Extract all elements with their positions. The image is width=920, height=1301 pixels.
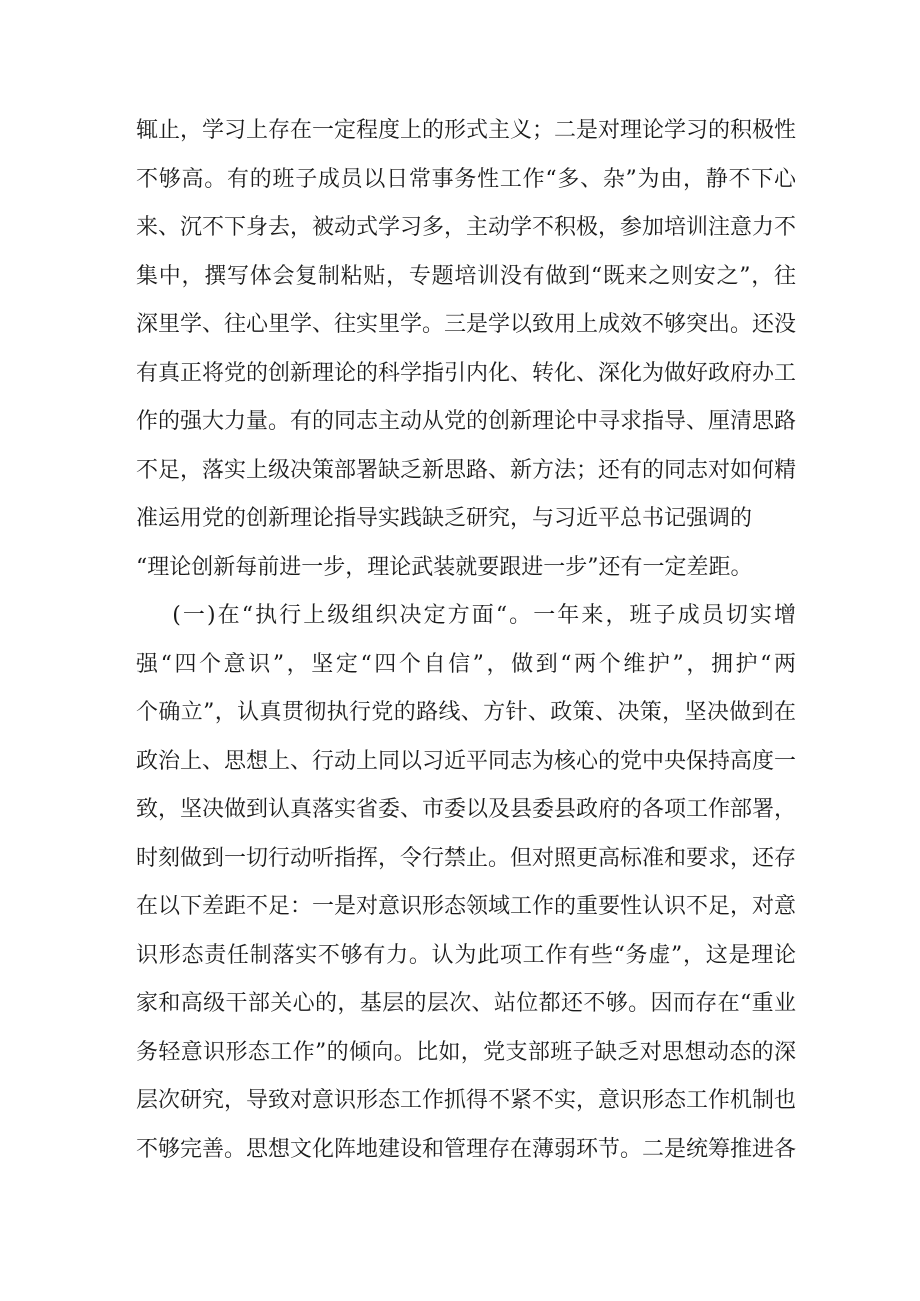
text-line: 识形态责任制落实不够有力。认为此项工作有些“务虚”，这是理论 — [136, 942, 796, 968]
text-line: 准运用党的创新理论指导实践缺乏研究，与习近平总书记强调的 — [136, 506, 753, 531]
text-line: 不够高。有的班子成员以日常事务性工作“多、杂”为由，静不下心 — [136, 166, 796, 192]
text-line: 强“四个意识”，坚定“四个自信”，做到“两个维护”，拥护“两 — [136, 651, 796, 677]
text-line: 集中，撰写体会复制粘贴，专题培训没有做到“既来之则安之”，往 — [136, 263, 796, 289]
text-line: 深里学、往心里学、往实里学。三是学以致用上成效不够突出。还没 — [136, 312, 797, 337]
text-line: 不足，落实上级决策部署缺乏新思路、新方法；还有的同志对如何精 — [136, 457, 797, 483]
text-line: 个确立”，认真贯彻执行党的路线、方针、政策、决策，坚决做到在 — [136, 700, 796, 725]
text-line: “理论创新每前进一步，理论武装就要跟进一步”还有一定差距。 — [136, 554, 753, 580]
text-line: 政治上、思想上、行动上同以习近平同志为核心的党中央保持高度一 — [136, 748, 797, 774]
text-line: 来、沉不下身去，被动式学习多，主动学不积极，参加培训注意力不 — [136, 215, 797, 240]
text-line: 致，坚决做到认真落实省委、市委以及县委县政府的各项工作部署， — [136, 797, 797, 822]
text-line: 不够完善。思想文化阵地建设和管理存在薄弱环节。二是统筹推进各 — [136, 1136, 797, 1162]
text-line: 时刻做到一切行动听指挥，令行禁止。但对照更高标准和要求，还存 — [136, 845, 797, 871]
text-line: 家和高级干部关心的，基层的层次、站位都还不够。因而存在“重业 — [136, 991, 796, 1016]
text-line: 有真正将党的创新理论的科学指引内化、转化、深化为做好政府办工 — [136, 360, 797, 386]
text-line: 务轻意识形态工作”的倾向。比如，党支部班子缺乏对思想动态的深 — [136, 1039, 796, 1065]
body-text — [136, 107, 796, 1174]
text-line: (一)在“执行上级组织决定方面“。一年来，班子成员切实增 — [136, 603, 796, 628]
text-line: 作的强大力量。有的同志主动从党的创新理论中寻求指导、厘清思路 — [136, 409, 797, 434]
text-line: 辄止，学习上存在一定程度上的形式主义；二是对理论学习的积极性 — [136, 118, 797, 143]
text-line: 在以下差距不足：一是对意识形态领域工作的重要性认识不足，对意 — [136, 894, 797, 919]
text-line: 层次研究，导致对意识形态工作抓得不紧不实，意识形态工作机制也 — [136, 1088, 797, 1113]
